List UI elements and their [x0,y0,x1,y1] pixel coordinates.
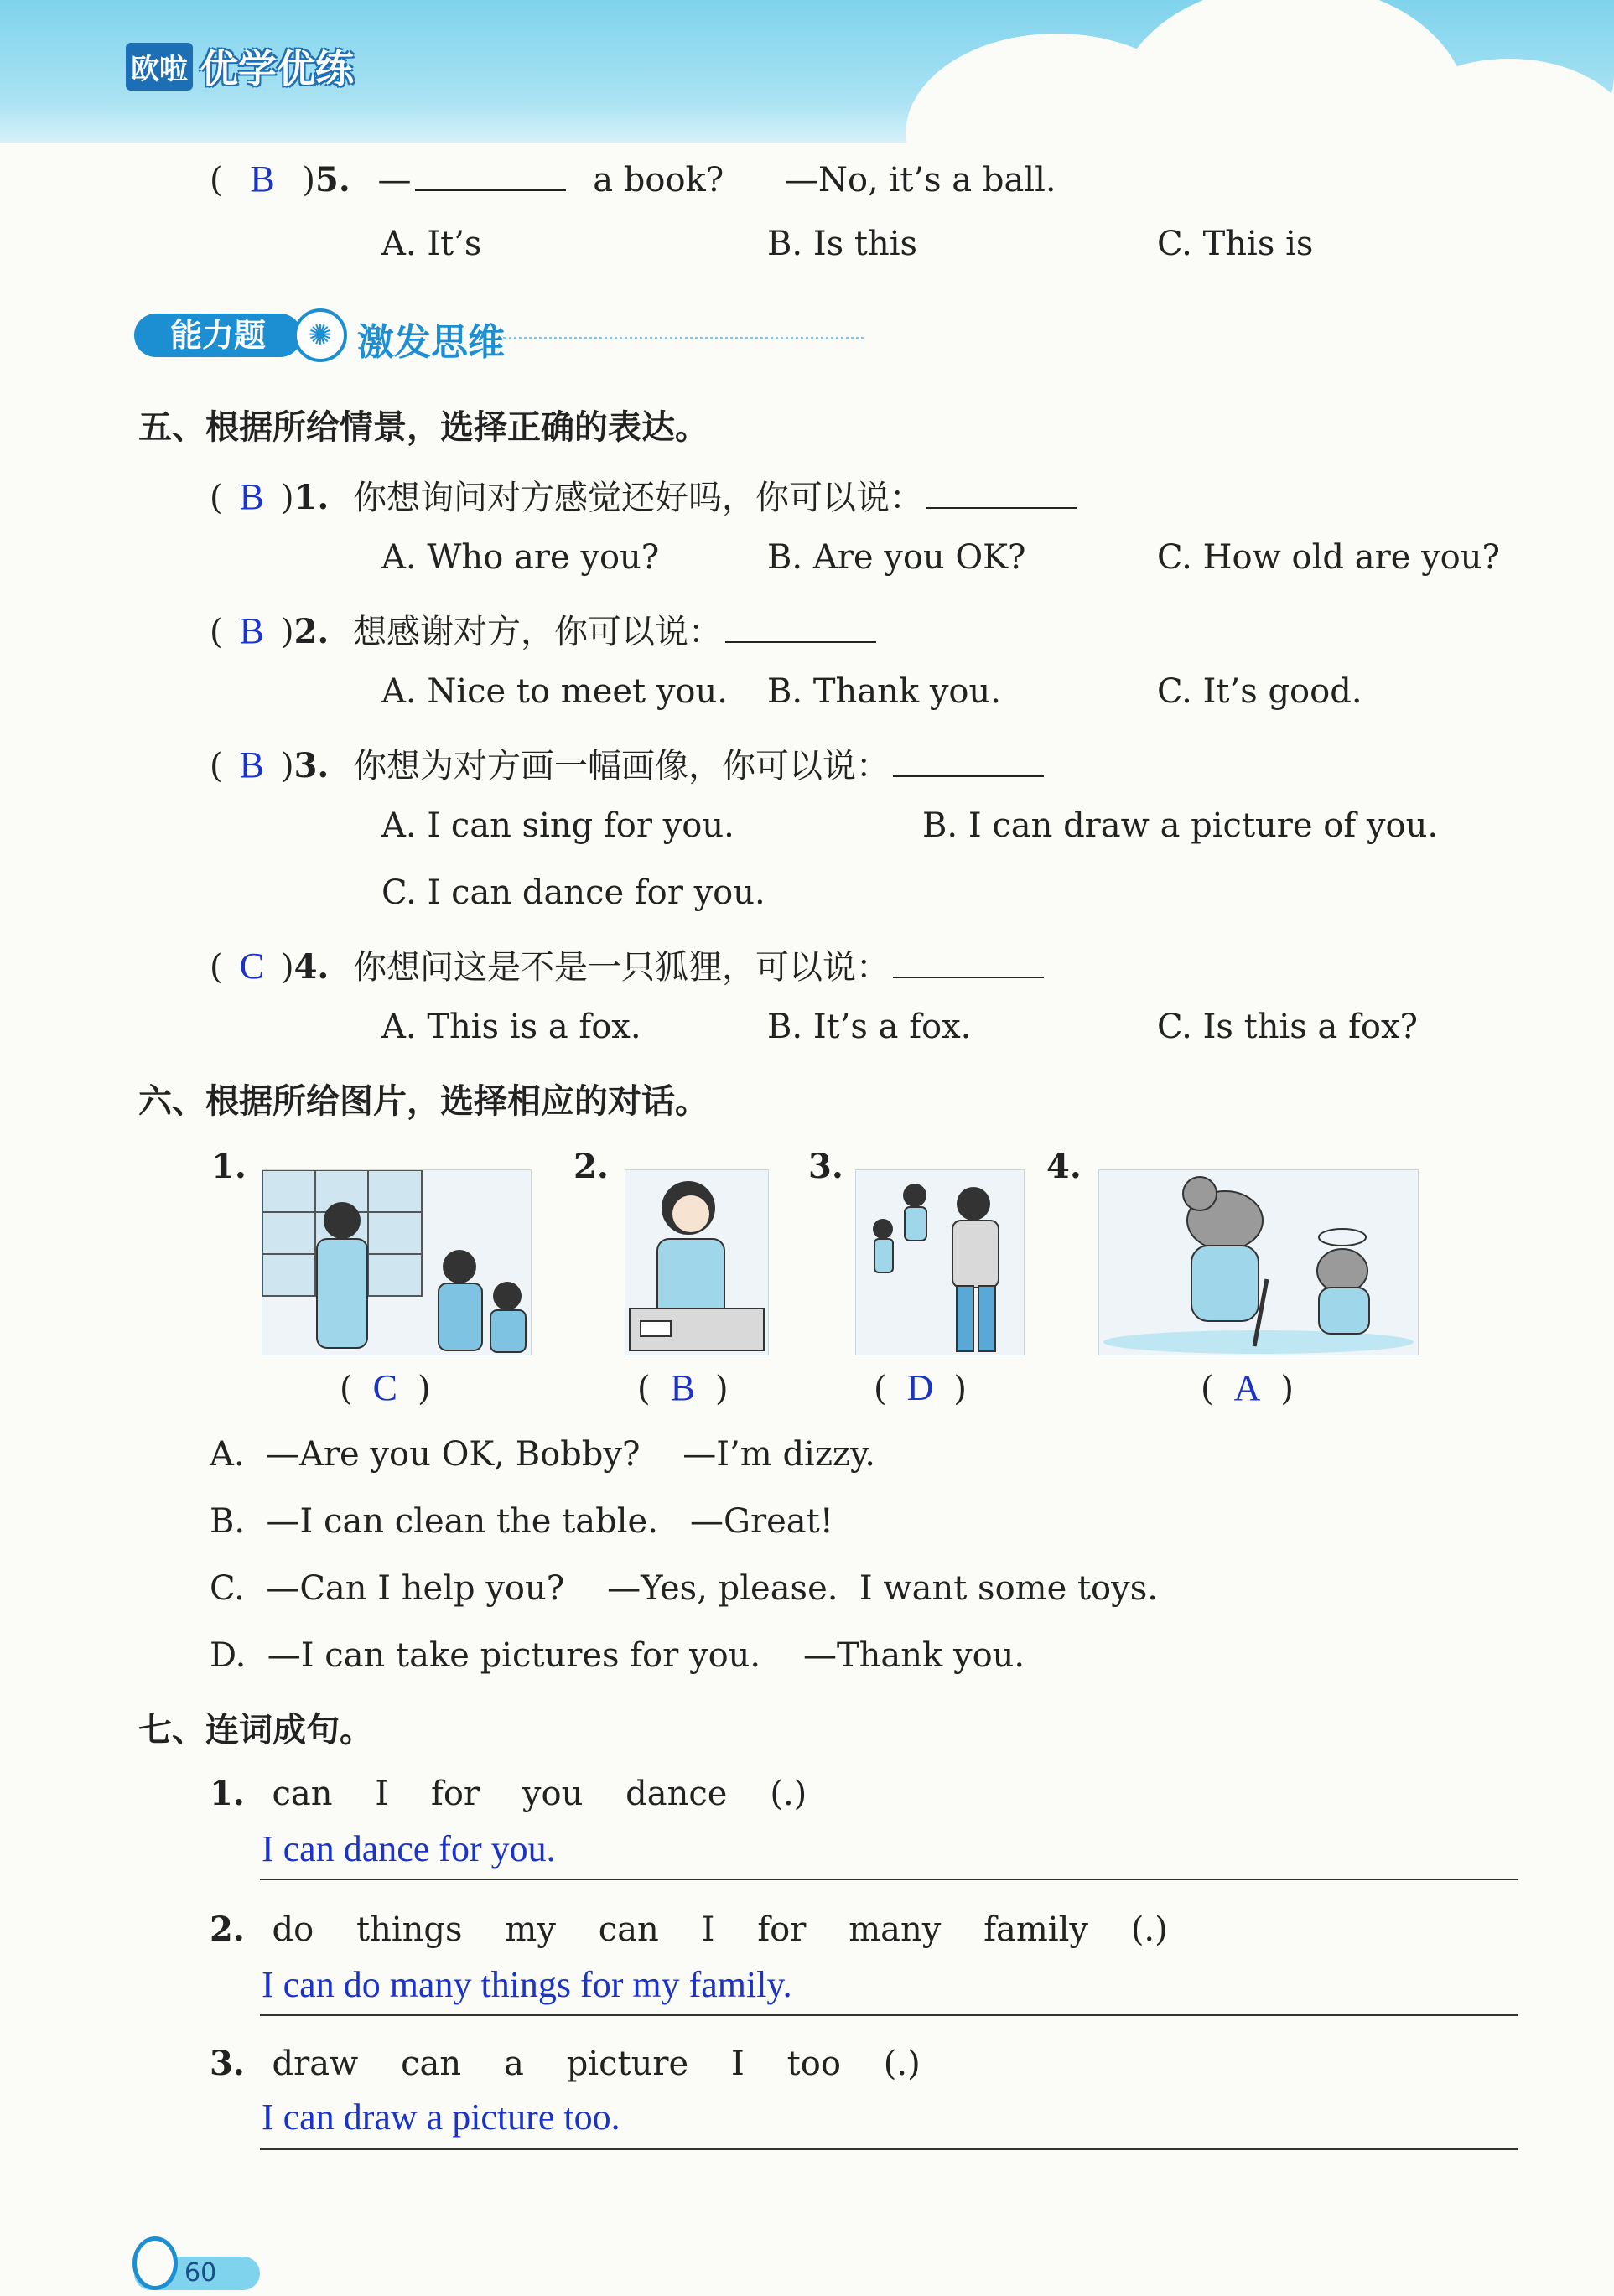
ability-badge [134,308,771,362]
s5-question-3: ( B )3. 你想为对方画一幅画像，你可以说： [210,739,1044,787]
scrambled-words: do things my can I for many family (.) [272,1910,1168,1949]
picture-number: 3. [808,1147,843,1186]
answer-mark: A [1233,1367,1261,1408]
question-number: 3. [293,746,330,785]
s7-item-1 [210,1774,807,1813]
section-7-title: 七、连词成句。 [138,1711,373,1749]
s5-question-2: ( B )2. 想感谢对方，你可以说： [210,605,876,653]
answer-blank [893,775,1044,777]
option-a: A. Nice to meet you. [381,672,728,711]
brand-logo [126,39,354,94]
option-b: B. Thank you. [767,672,1001,711]
dotted-divider [503,337,864,339]
s7-item-3 [210,2044,921,2083]
answer-line [260,2148,1518,2150]
paren-open: ( [210,161,223,200]
question-number: 1. [293,478,330,517]
option-a: A. I can sing for you. [381,806,734,845]
option-b: B. Is this [767,225,918,263]
option-b: B. I can draw a picture of you. [922,806,1439,845]
item-number: 2. [210,1910,245,1949]
option-c: C. I can dance for you. [381,873,765,912]
picture-number: 4. [1046,1147,1082,1186]
brain-icon: ✺ [293,308,347,362]
prompt-dash: — [377,161,412,200]
photo-illustration [856,1170,1024,1355]
answer-mark: B [239,610,264,651]
question-number: 5. [315,160,350,200]
picture-1-answer: ( C ) [340,1367,431,1408]
picture-number: 1. [211,1147,247,1186]
dialogue-a: A. —Are you OK, Bobby? —I’m dizzy. [210,1435,875,1474]
answer-blank [725,640,876,643]
picture-3-answer: ( D ) [874,1367,967,1408]
option-a: A. It’s [381,225,482,263]
answer-mark: B [670,1367,695,1408]
answer-blank [415,189,566,191]
dialogue-d: D. —I can take pictures for you. —Thank you. [210,1636,1025,1675]
dialogue-b: B. —I can clean the table. —Great! [210,1502,833,1541]
question-prompt: 你想询问对方感觉还好吗，你可以说： [353,479,924,517]
badge-pill: 能力题 [134,314,302,357]
option-c: C. Is this a fox? [1157,1008,1418,1046]
shop-illustration [262,1170,531,1355]
mice-illustration [1099,1170,1418,1355]
item-number: 3. [210,2044,245,2083]
badge-text: 激发思维 [357,321,505,364]
answer-mark: D [906,1367,934,1408]
s5-question-1: ( B )1. 你想询问对方感觉还好吗，你可以说： [210,471,1077,519]
picture-4-answer: ( A ) [1201,1367,1294,1408]
page-number: 60 [184,2258,217,2288]
answer-mark: C [239,946,264,987]
answer-mark: B [250,158,275,200]
picture-dizzy-mouse [1098,1169,1419,1355]
answer-blank [893,976,1044,978]
written-answer: I can dance for you. [262,1828,556,1869]
answer-line [260,2014,1518,2016]
item-number: 1. [210,1774,245,1813]
question-prompt: 你想问这是不是一只狐狸，可以说： [353,948,890,987]
written-answer: I can do many things for my family. [262,1964,792,2005]
question-number: 4. [293,947,330,987]
s5-question-4: ( C )4. 你想问这是不是一只狐狸，可以说： [210,941,1044,988]
s7-item-2 [210,1910,1168,1949]
paren-close: ) [302,161,316,200]
picture-2-answer: ( B ) [637,1367,729,1408]
reply-text: —No, it’s a ball. [784,161,1056,200]
picture-shop-scene [262,1169,532,1355]
cloud-decoration [1383,59,1614,226]
option-c: C. How old are you? [1157,538,1500,577]
section-5-title: 五、根据所给情景，选择正确的表达。 [138,408,708,447]
footer-ok-icon [132,2236,178,2290]
picture-cleaning-table [625,1169,769,1355]
brand-right: 优学优练 [200,46,354,91]
option-a: A. This is a fox. [381,1008,641,1046]
answer-mark: B [239,476,264,517]
answer-blank [926,506,1077,509]
option-b: B. It’s a fox. [767,1008,972,1046]
prompt-text: a book? [593,161,724,200]
brand-left: 欧啦 [126,43,193,91]
cleaning-illustration [625,1170,768,1355]
written-answer: I can draw a picture too. [262,2096,620,2138]
option-c: C. It’s good. [1157,672,1362,711]
option-b: B. Are you OK? [767,538,1026,577]
picture-taking-photos [855,1169,1025,1355]
question-prompt: 想感谢对方，你可以说： [353,613,723,651]
question-number: 2. [293,612,330,651]
answer-mark: B [239,744,264,785]
scrambled-words: can I for you dance (.) [272,1775,807,1813]
section-6-title: 六、根据所给图片，选择相应的对话。 [138,1082,708,1121]
picture-number: 2. [573,1147,609,1186]
answer-line [260,1878,1518,1880]
option-a: A. Who are you? [381,538,660,577]
answer-mark: C [372,1367,397,1408]
dialogue-c: C. —Can I help you? —Yes, please. I want some toys. [210,1569,1158,1608]
scrambled-words: draw can a picture I too (.) [272,2045,921,2083]
question-prompt: 你想为对方画一幅画像，你可以说： [353,747,890,785]
option-c: C. This is [1157,225,1314,263]
question-5 [210,158,1056,200]
